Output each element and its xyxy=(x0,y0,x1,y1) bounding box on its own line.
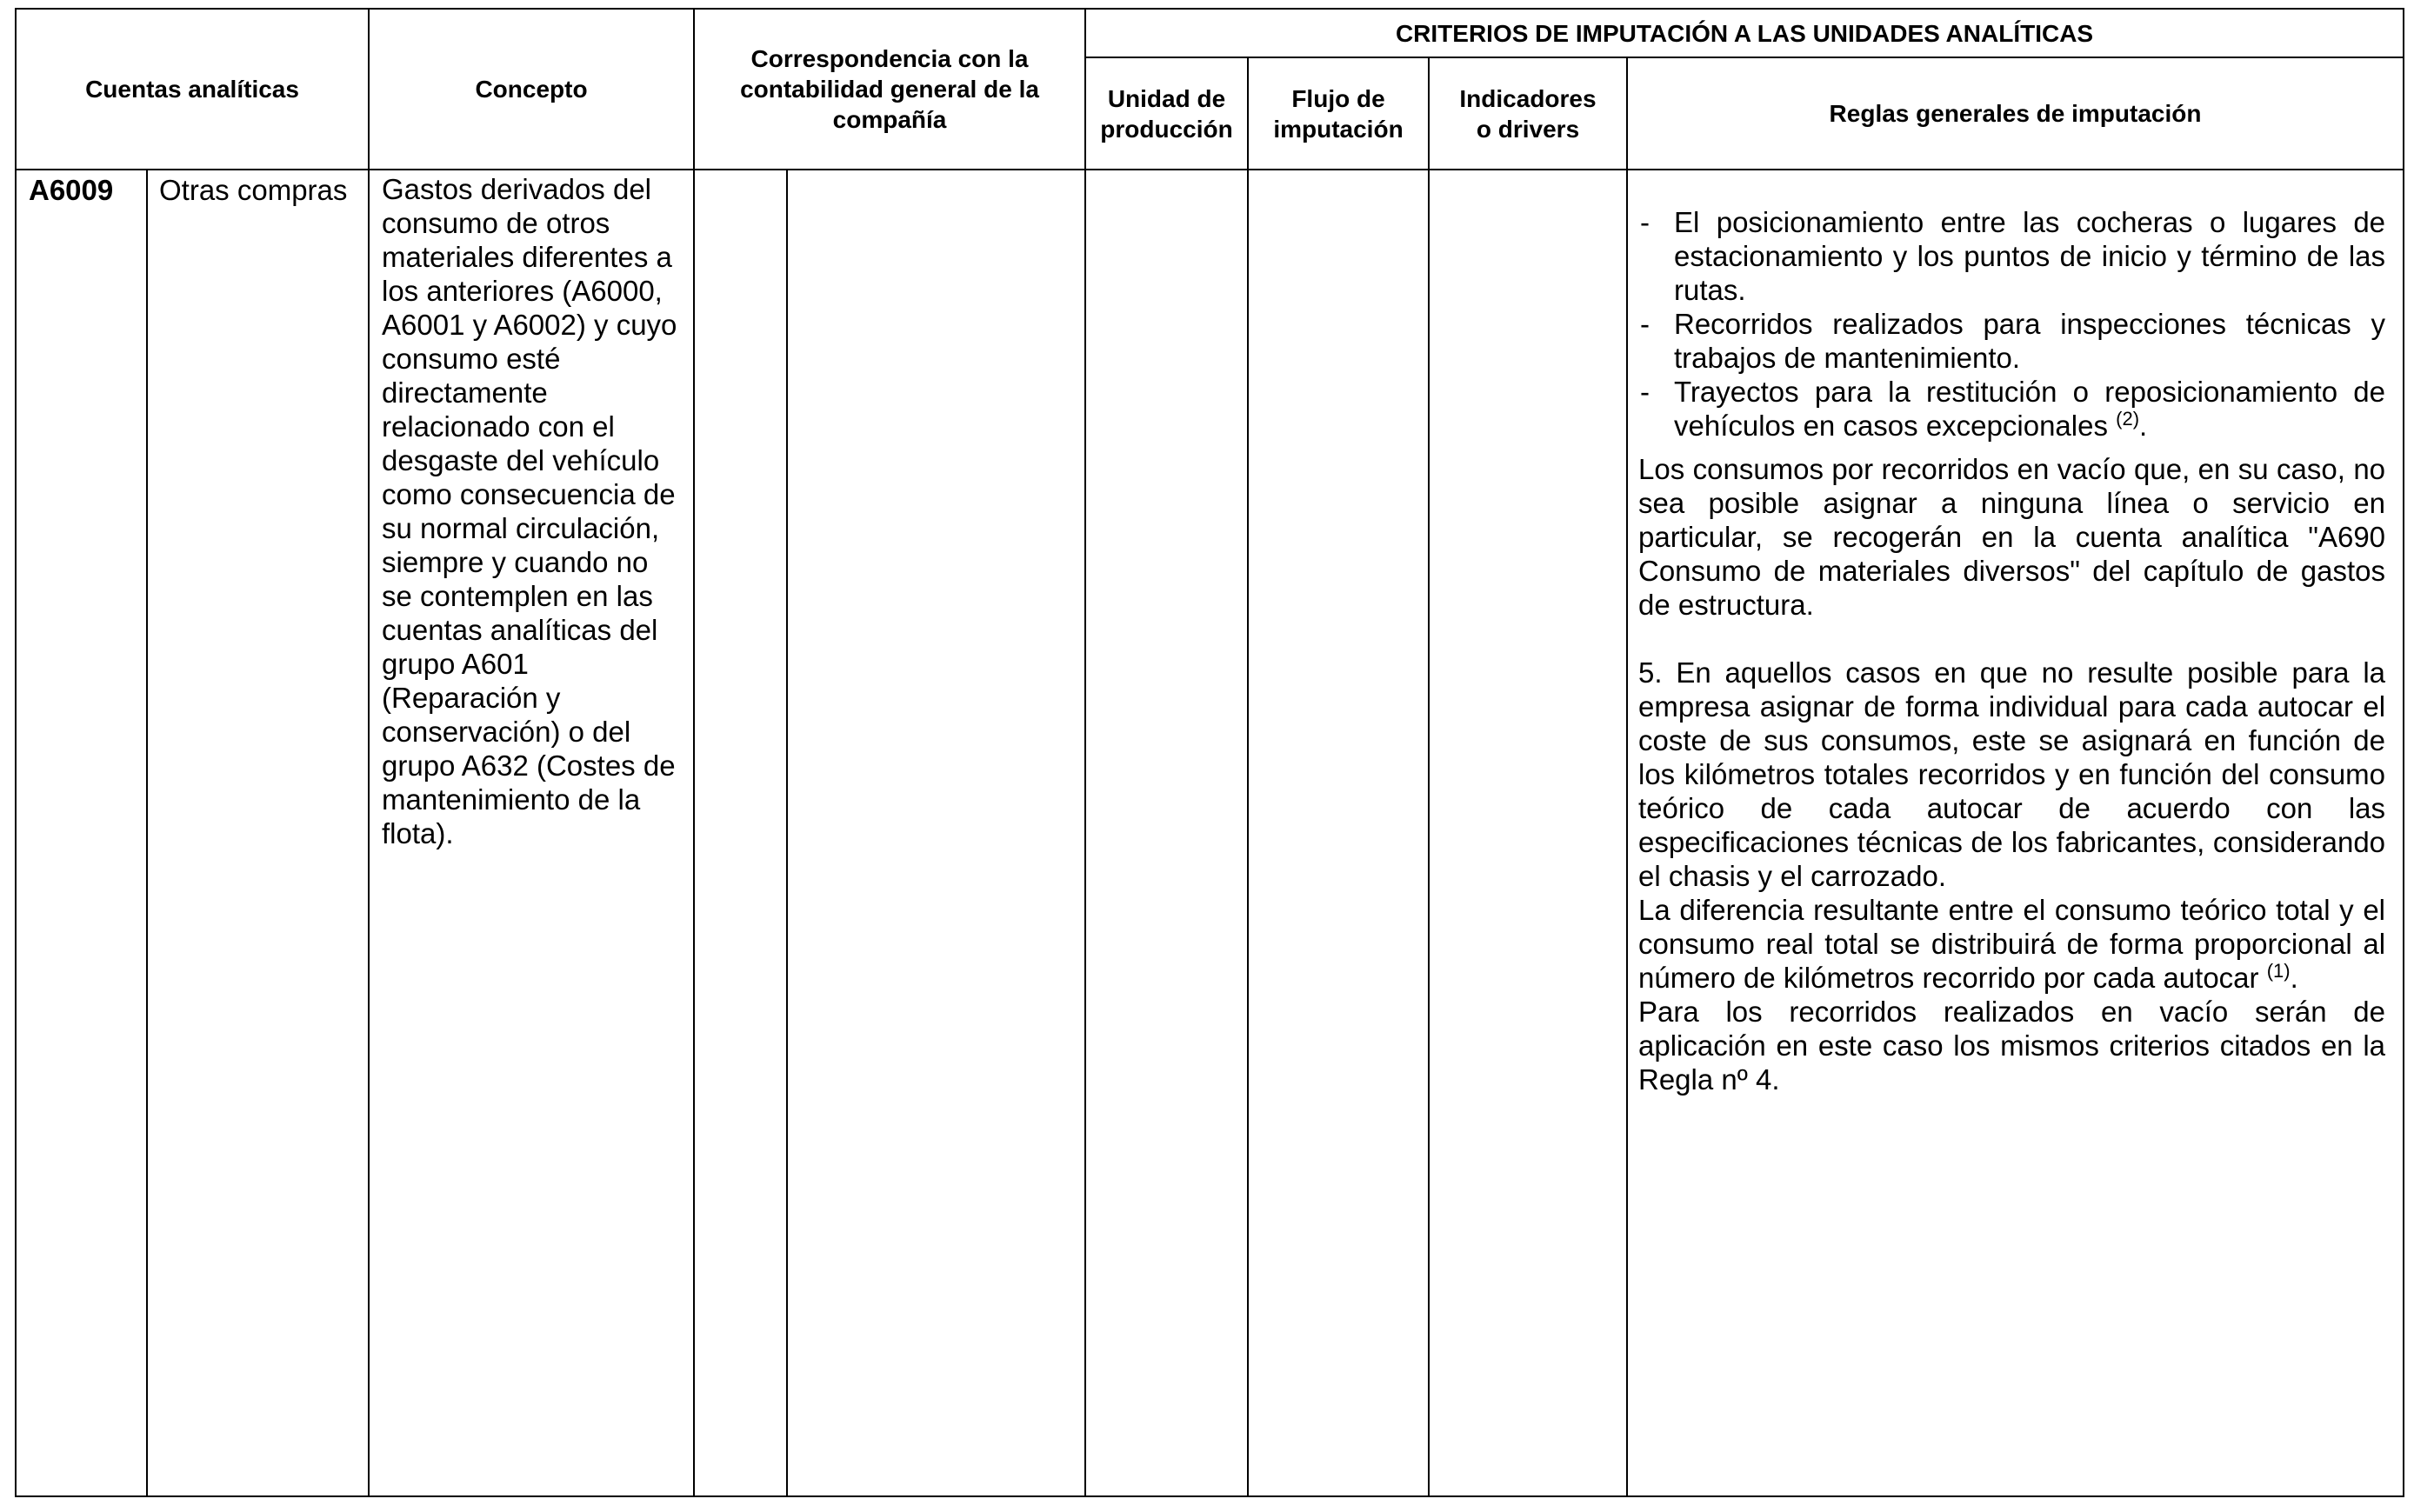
header-unidad-produccion xyxy=(1085,57,1248,170)
bullet-text: Recorridos realizados para inspecciones técnicas y trabajos de mantenimiento. xyxy=(1674,308,2386,374)
header-concepto: Concepto xyxy=(369,9,694,170)
unidad-cell xyxy=(1085,170,1248,1496)
correspondencia-cell-b xyxy=(787,170,1085,1496)
bullet-dash: - xyxy=(1640,206,1650,238)
account-name: Otras compras xyxy=(147,170,369,1496)
header-indicadores-label: Indicadores o drivers xyxy=(1459,84,1597,143)
table-row xyxy=(16,170,2404,1496)
header-flujo-imputacion xyxy=(1248,57,1429,170)
bullet-end: . xyxy=(2139,410,2148,442)
rules-cell xyxy=(1627,170,2404,1496)
footnote-ref: (2) xyxy=(2116,408,2140,430)
flujo-cell xyxy=(1248,170,1429,1496)
bullet-text: El posicionamiento entre las cocheras o lugares de estacionamiento y los puntos de inicio y término de las rutas. xyxy=(1674,206,2386,306)
header-reglas: Reglas generales de imputación xyxy=(1627,57,2404,170)
difference-end: . xyxy=(2290,962,2298,994)
paragraph-empty-criteria: Para los recorridos realizados en vacío serán de aplicación en este caso los mismos criterios citados en la Regla nº 4. xyxy=(1638,996,2386,1096)
paragraph-empty-runs: Los consumos por recorridos en vacío que, en su caso, no sea posible asignar a ninguna línea o servicio en particular, se recogerán en la cuenta analítica "A690 Consumo de materiales diversos" del capítulo de gastos de estructura. xyxy=(1638,453,2386,621)
rule-bullet xyxy=(1638,205,2385,307)
rule-bullet xyxy=(1638,307,2385,375)
imputation-table xyxy=(15,8,2404,1497)
footnote-ref: (1) xyxy=(2266,960,2291,982)
bullet-text: Trayectos para la restitución o reposicionamiento de vehículos en casos excepcionales xyxy=(1674,376,2386,442)
header-unidad-label: Unidad de producción xyxy=(1100,84,1233,143)
indicadores-cell xyxy=(1429,170,1627,1496)
correspondencia-cell-a xyxy=(694,170,787,1496)
difference-text: La diferencia resultante entre el consumo teórico total y el consumo real total se distribuirá de forma proporcional al número de kilómetros recorrido por cada autocar xyxy=(1638,894,2386,994)
bullet-dash: - xyxy=(1640,376,1650,408)
header-correspondencia xyxy=(694,9,1085,170)
bullet-dash: - xyxy=(1640,308,1650,340)
concept-text: Gastos derivados del consumo de otros materiales diferentes a los anteriores (A6000, A6001 y A6002) y cuyo consumo esté directamente relacionado con el desgaste del vehículo como consecuencia de su normal circulación, siempre y cuando no se contemplen en las cuentas analíticas del grupo A601 (Reparación y conservación) o del grupo A632 (Costes de mantenimiento de la flota). xyxy=(369,170,694,1496)
rule-bullet xyxy=(1638,375,2385,443)
header-cuentas-analiticas: Cuentas analíticas xyxy=(16,9,369,170)
paragraph-rule-5: 5. En aquellos casos en que no resulte posible para la empresa asignar de forma individual para cada autocar el coste de sus consumos, este se asignará en función de los kilómetros totales recorridos y en función del consumo teórico de cada autocar de acuerdo con las especificaciones técnicas de los fabricantes, considerando el chasis y el carrozado. xyxy=(1638,656,2386,892)
header-indicadores xyxy=(1429,57,1627,170)
header-correspondencia-label: Correspondencia con la contabilidad general de la compañía xyxy=(740,45,1039,133)
account-code: A6009 xyxy=(16,170,147,1496)
paragraph-difference xyxy=(1638,893,2385,995)
header-flujo-label: Flujo de imputación xyxy=(1273,84,1404,143)
header-criterios: CRITERIOS DE IMPUTACIÓN A LAS UNIDADES ANALÍTICAS xyxy=(1085,9,2404,57)
